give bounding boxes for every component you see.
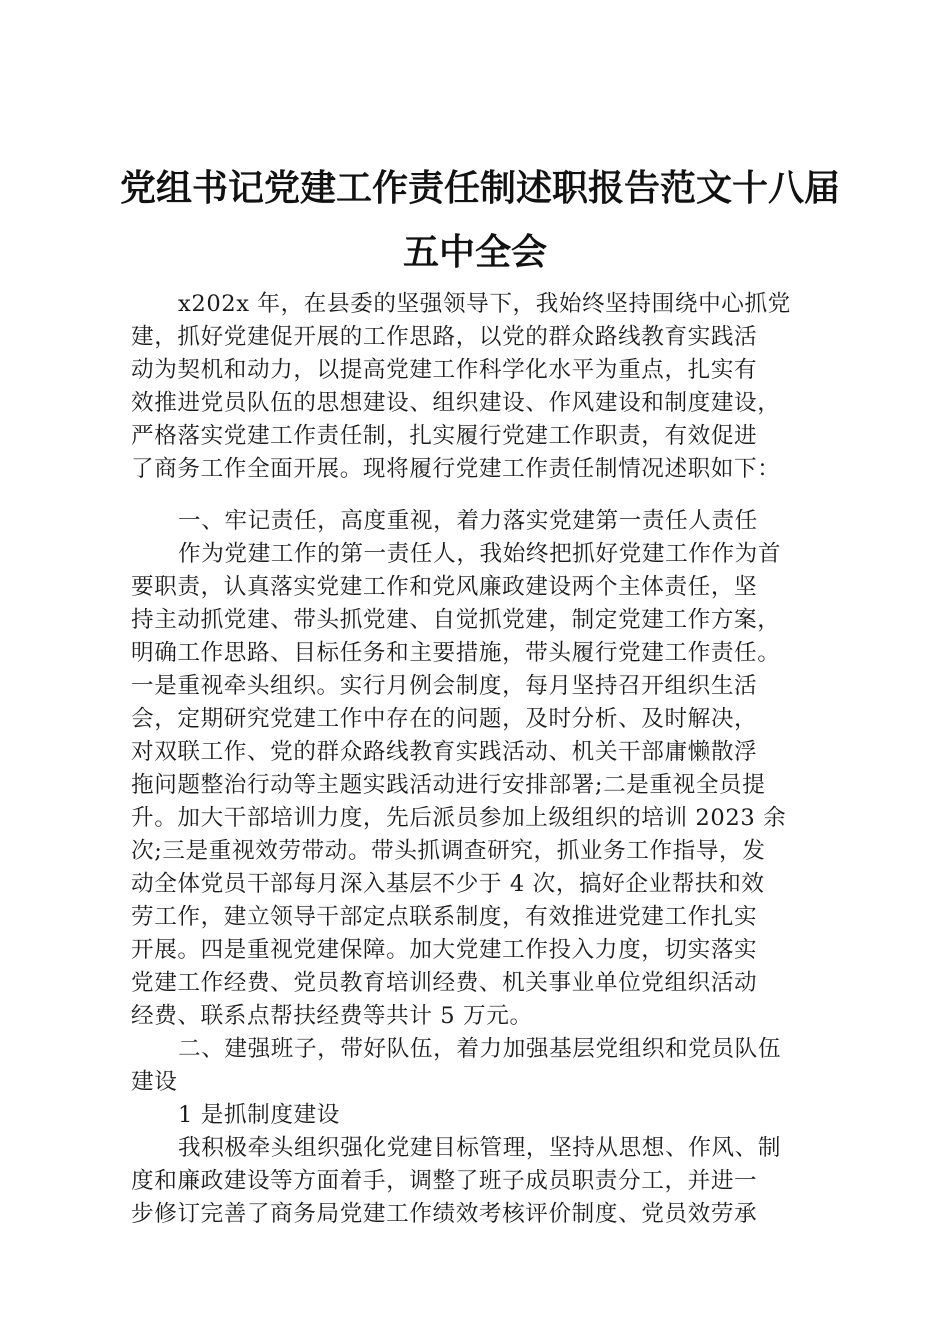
body-line-text: 二、建强班子，带好队伍，着力加强基层党组织和党员队伍: [178, 1036, 782, 1062]
body-line-text: 一是重视牵头组织。实行月例会制度，每月坚持召开组织生活: [131, 673, 758, 699]
body-line-text: 升。加大干部培训力度，先后派员参加上级组织的培训 2023 余: [131, 805, 787, 831]
body-line-text: 建，抓好党建促开展的工作思路，以党的群众路线教育实践活: [131, 324, 758, 350]
body-line-text: 会，定期研究党建工作中存在的问题，及时分析、及时解决，: [131, 706, 758, 732]
document-title-line-1: 党组书记党建工作责任制述职报告范文十八届: [120, 167, 841, 209]
body-line-text: 对双联工作、党的群众路线教育实践活动、机关干部庸懒散浮: [131, 739, 758, 765]
document-title-line-2: 五中全会: [402, 231, 547, 273]
body-line-text: 经费、联系点帮扶经费等共计 5 万元。: [131, 1003, 533, 1029]
body-line-text: 效推进党员队伍的思想建设、组织建设、作风建设和制度建设，: [131, 390, 781, 416]
body-line-text: 作为党建工作的第一责任人，我始终把抓好党建工作作为首: [178, 541, 782, 567]
body-line-text: 明确工作思路、目标任务和主要措施，带头履行党建工作责任。: [131, 640, 781, 666]
body-line-text: 一、牢记责任，高度重视，着力落实党建第一责任人责任: [178, 508, 758, 534]
body-line-text: 度和廉政建设等方面着手，调整了班子成员职责分工，并进一: [131, 1168, 758, 1194]
body-line-text: 步修订完善了商务局党建工作绩效考核评价制度、党员效劳承: [131, 1201, 758, 1227]
body-line-text: x202x 年，在县委的坚强领导下，我始终坚持围绕中心抓党: [178, 291, 791, 317]
body-line-text: 了商务工作全面开展。现将履行党建工作责任制情况述职如下：: [131, 456, 781, 482]
body-line-text: 党建工作经费、党员教育培训经费、机关事业单位党组织活动: [131, 970, 758, 996]
body-line-text: 要职责，认真落实党建工作和党风廉政建设两个主体责任，坚: [131, 574, 758, 600]
body-line-text: 动为契机和动力，以提高党建工作科学化水平为重点，扎实有: [131, 357, 758, 383]
body-line-text: 次;三是重视效劳带动。带头抓调查研究，抓业务工作指导，发: [131, 838, 766, 864]
body-line-text: 持主动抓党建、带头抓党建、自觉抓党建，制定党建工作方案，: [131, 607, 781, 633]
body-line-text: 1 是抓制度建设: [178, 1102, 340, 1128]
body-line-text: 动全体党员干部每月深入基层不少于 4 次，搞好企业帮扶和效: [131, 871, 765, 897]
body-line-text: 建设: [131, 1069, 178, 1095]
body-line-text: 严格落实党建工作责任制，扎实履行党建工作职责，有效促进: [131, 423, 758, 449]
body-line-text: 我积极牵头组织强化党建目标管理，坚持从思想、作风、制: [178, 1135, 782, 1161]
body-line-text: 拖问题整治行动等主题实践活动进行安排部署;二是重视全员提: [131, 772, 766, 798]
body-line-text: 劳工作，建立领导干部定点联系制度，有效推进党建工作扎实: [131, 904, 758, 930]
body-line-text: 开展。四是重视党建保障。加大党建工作投入力度，切实落实: [131, 937, 758, 963]
